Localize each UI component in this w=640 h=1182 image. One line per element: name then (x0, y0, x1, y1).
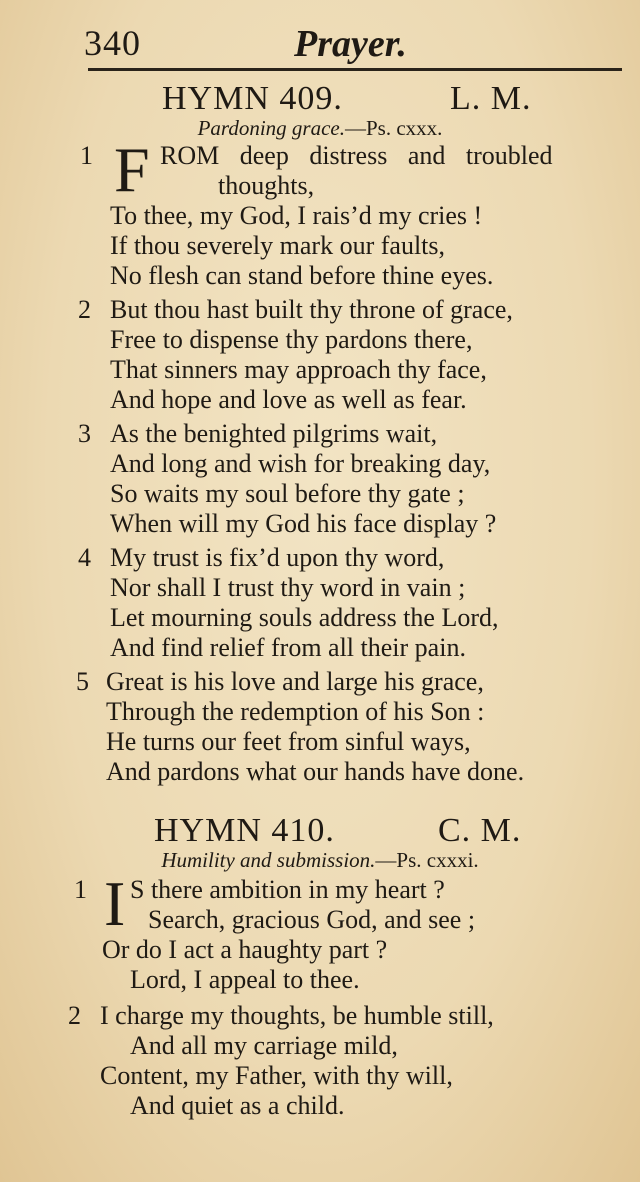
verse-line: And long and wish for breaking day, (110, 449, 491, 478)
verse-line: ROM deep distress and troubled (160, 141, 553, 170)
verse-line: And all my carriage mild, (130, 1031, 398, 1060)
verse-number: 3 (78, 419, 91, 448)
verse-line: And find relief from all their pain. (110, 633, 466, 662)
verse-line: So waits my soul before thy gate ; (110, 479, 465, 508)
verse-line: That sinners may approach thy face, (110, 355, 487, 384)
verse-line: Or do I act a haughty part ? (102, 935, 388, 964)
verse-line: He turns our feet from sinful ways, (106, 727, 471, 756)
hymn-number: HYMN 410. (154, 812, 335, 849)
drop-cap: I (104, 868, 126, 939)
hymn-410-subtitle (0, 848, 640, 873)
verse-line: S there ambition in my heart ? (130, 875, 445, 904)
verse-line: Let mourning souls address the Lord, (110, 603, 499, 632)
verse-number: 1 (80, 141, 93, 170)
hymn-number: HYMN 409. (162, 80, 343, 117)
hymn-409-subtitle (0, 116, 640, 141)
verse-number: 1 (74, 875, 87, 904)
verse-line: Search, gracious God, and see ; (148, 905, 476, 934)
verse-line: If thou severely mark our faults, (110, 231, 446, 260)
verse-line: And pardons what our hands have done. (106, 757, 525, 786)
verse-line: Nor shall I trust thy word in vain ; (110, 573, 466, 602)
drop-cap: F (114, 134, 150, 205)
verse-line: No flesh can stand before thine eyes. (110, 261, 494, 290)
page-number: 340 (84, 23, 141, 63)
verse-number: 5 (76, 667, 89, 696)
subtitle-topic: Pardoning grace. (197, 116, 345, 140)
subtitle-topic: Humility and submission. (161, 848, 376, 872)
header-rule (88, 68, 622, 71)
verse-line: Content, my Father, with thy will, (100, 1061, 453, 1090)
verse-line: thoughts, (218, 171, 315, 200)
verse-number: 2 (68, 1001, 81, 1030)
verse-number: 4 (78, 543, 91, 572)
hymn-meter: C. M. (438, 812, 522, 849)
verse-line: But thou hast built thy throne of grace, (110, 295, 513, 324)
hymn-meter: L. M. (450, 80, 532, 117)
page-header (84, 22, 624, 68)
verse-number: 2 (78, 295, 91, 324)
verse-line: Free to dispense thy pardons there, (110, 325, 473, 354)
subtitle-reference: —Ps. cxxx. (344, 116, 443, 140)
verse-line: When will my God his face display ? (110, 509, 497, 538)
verse-line: And quiet as a child. (130, 1091, 345, 1120)
verse-line: To thee, my God, I rais’d my cries ! (110, 201, 483, 230)
verse-line: I charge my thoughts, be humble still, (100, 1001, 494, 1030)
running-title: Prayer. (294, 23, 407, 65)
verse-line: As the benighted pilgrims wait, (110, 419, 438, 448)
subtitle-reference: —Ps. cxxxi. (375, 848, 479, 872)
verse-line: And hope and love as well as fear. (110, 385, 467, 414)
verse-line: Great is his love and large his grace, (106, 667, 484, 696)
verse-line: My trust is fix’d upon thy word, (110, 543, 445, 572)
verse-line: Through the redemption of his Son : (106, 697, 485, 726)
verse-line: Lord, I appeal to thee. (130, 965, 360, 994)
